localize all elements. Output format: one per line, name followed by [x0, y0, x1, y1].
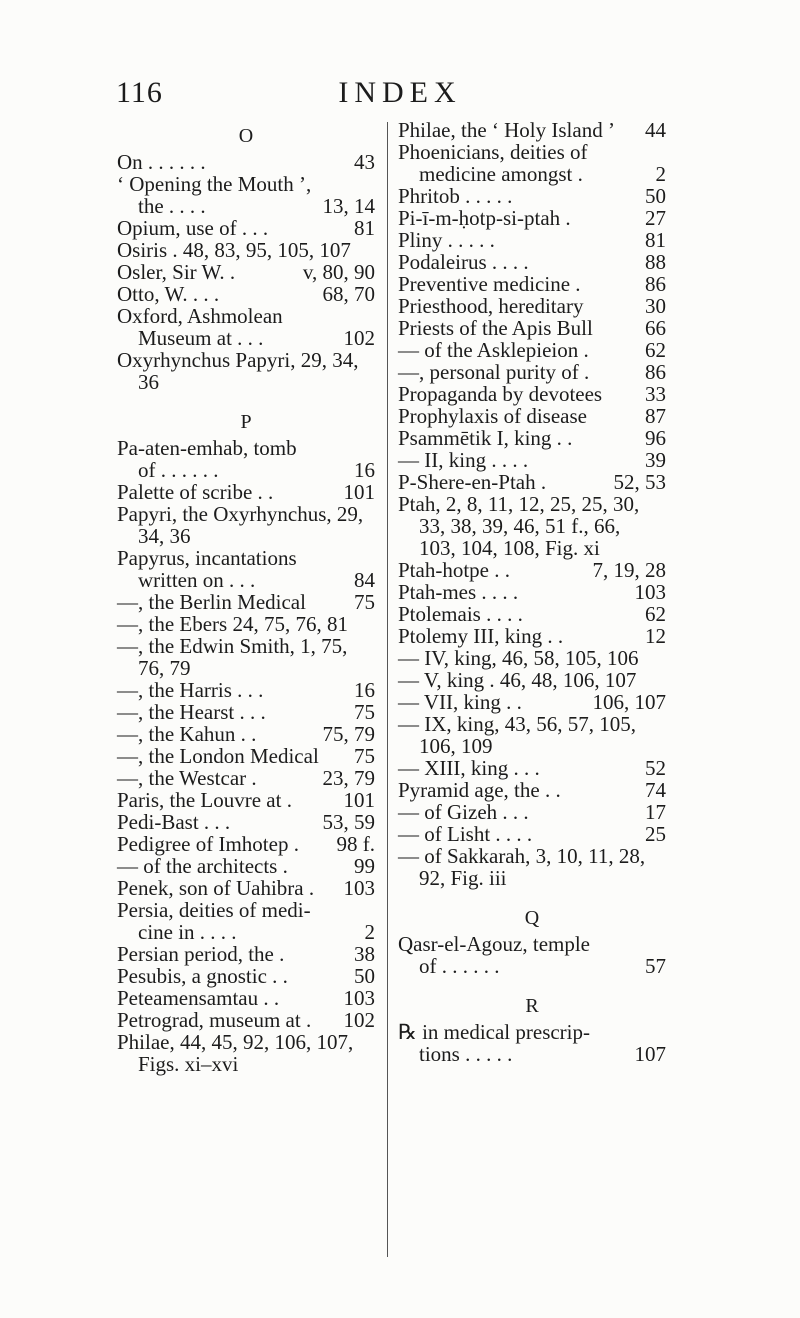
- entry-page-ref: 75, 79: [322, 722, 375, 746]
- index-entry: [117, 811, 375, 833]
- entry-text: —, the Harris . . .: [117, 678, 264, 702]
- entry-text: Propaganda by devotees: [398, 382, 603, 406]
- entry-page-ref: 33: [645, 382, 666, 406]
- entry-text: Pi-ī-m-ḥotp-si-ptah .: [398, 206, 571, 230]
- entry-text: —, the Berlin Medical: [117, 590, 306, 614]
- index-entry-line: 103, 104, 108, Fig. xi: [419, 536, 600, 560]
- index-column-left: [117, 119, 375, 1075]
- index-entry-line: 92, Fig. iii: [419, 866, 507, 890]
- entry-text: of . . . . . .: [138, 458, 219, 482]
- index-entry: [398, 823, 666, 845]
- entry-page-ref: 12: [645, 624, 666, 648]
- entry-page-ref: 99: [354, 854, 375, 878]
- entry-page-ref: 30: [645, 294, 666, 318]
- entry-text: Philae, the ‘ Holy Island ’: [398, 118, 615, 142]
- index-entry: [398, 471, 666, 493]
- index-entry-line: Ptah, 2, 8, 11, 12, 25, 25, 30,: [398, 492, 640, 516]
- entry-page-ref: 107: [634, 1042, 666, 1066]
- entry-text: Palette of scribe . .: [117, 480, 274, 504]
- entry-page-ref: 74: [645, 778, 666, 802]
- index-entry: [117, 195, 375, 217]
- entry-page-ref: 84: [354, 568, 375, 592]
- index-entry: [398, 647, 666, 669]
- entry-page-ref: 44: [645, 118, 666, 142]
- index-entry: [398, 229, 666, 251]
- index-entry: [117, 239, 375, 261]
- index-entry: [398, 273, 666, 295]
- entry-page-ref: 23, 79: [322, 766, 375, 790]
- entry-text: Penek, son of Uahibra .: [117, 876, 315, 900]
- index-entry-line: Oxford, Ashmolean: [117, 304, 283, 328]
- entry-page-ref: 17: [645, 800, 666, 824]
- index-entry: [398, 625, 666, 647]
- section-letter: Q: [524, 907, 540, 929]
- index-entry-line: — IX, king, 43, 56, 57, 105,: [398, 712, 636, 736]
- entry-page-ref: 87: [645, 404, 666, 428]
- entry-page-ref: 102: [343, 1008, 375, 1032]
- index-entry: [117, 679, 375, 701]
- entry-page-ref: 43: [354, 150, 375, 174]
- index-entry: [117, 1009, 375, 1031]
- index-entry-line: 33, 38, 39, 46, 51 f., 66,: [419, 514, 621, 538]
- entry-page-ref: 27: [645, 206, 666, 230]
- entry-text: Museum at . . .: [138, 326, 264, 350]
- entry-page-ref: 103: [343, 876, 375, 900]
- entry-text: the . . . .: [138, 194, 206, 218]
- index-entry-line: ‘ Opening the Mouth ’,: [117, 172, 312, 196]
- entry-text: written on . . .: [138, 568, 256, 592]
- index-entry-line: 36: [138, 370, 159, 394]
- entry-text: — II, king . . . .: [398, 448, 529, 472]
- index-entry-line: ℞ in medical prescrip-: [398, 1020, 591, 1044]
- entry-text: Pedi-Bast . . .: [117, 810, 231, 834]
- index-entry-line: Qasr-el-Agouz, temple: [398, 932, 591, 956]
- index-entry: [398, 449, 666, 471]
- index-entry: [117, 833, 375, 855]
- index-entry: [398, 207, 666, 229]
- entry-page-ref: 75: [354, 700, 375, 724]
- entry-page-ref: 52, 53: [613, 470, 666, 494]
- entry-text: —, the Ebers 24, 75, 76, 81: [117, 612, 348, 636]
- index-entry-line: Persia, deities of medi-: [117, 898, 311, 922]
- index-entry: [398, 581, 666, 603]
- entry-text: Petrograd, museum at .: [117, 1008, 312, 1032]
- entry-page-ref: 101: [343, 788, 375, 812]
- entry-text: Preventive medicine .: [398, 272, 581, 296]
- index-entry-line: — of Sakkarah, 3, 10, 11, 28,: [398, 844, 646, 868]
- entry-page-ref: 50: [645, 184, 666, 208]
- index-entry: [398, 801, 666, 823]
- entry-page-ref: 2: [655, 162, 666, 186]
- entry-text: — XIII, king . . .: [398, 756, 540, 780]
- entry-page-ref: 62: [645, 338, 666, 362]
- index-entry: [117, 283, 375, 305]
- entry-text: Ptolemy III, king . .: [398, 624, 564, 648]
- index-entry: [117, 789, 375, 811]
- entry-page-ref: 25: [645, 822, 666, 846]
- entry-page-ref: 7, 19, 28: [592, 558, 666, 582]
- entry-text: —, the London Medical: [117, 744, 319, 768]
- index-entry-line: 106, 109: [419, 734, 493, 758]
- entry-text: — VII, king . .: [398, 690, 522, 714]
- entry-page-ref: 101: [343, 480, 375, 504]
- entry-text: Pedigree of Imhotep .: [117, 832, 299, 856]
- index-entry: [398, 185, 666, 207]
- entry-page-ref: 98 f.: [336, 832, 375, 856]
- index-entry: [117, 701, 375, 723]
- entry-text: — of the Asklepieion .: [398, 338, 589, 362]
- index-entry: [117, 965, 375, 987]
- entry-page-ref: 81: [645, 228, 666, 252]
- entry-page-ref: v, 80, 90: [302, 260, 375, 284]
- entry-text: Osler, Sir W. .: [117, 260, 236, 284]
- index-entry: [398, 757, 666, 779]
- index-entry: [117, 459, 375, 481]
- entry-text: On . . . . . .: [117, 150, 206, 174]
- entry-text: Opium, use of . . .: [117, 216, 269, 240]
- entry-text: Pesubis, a gnostic . .: [117, 964, 288, 988]
- entry-text: Paris, the Louvre at .: [117, 788, 292, 812]
- index-entry-line: —, the Edwin Smith, 1, 75,: [117, 634, 348, 658]
- index-entry-line: Pa-aten-emhab, tomb: [117, 436, 297, 460]
- index-column-right: [398, 119, 666, 1065]
- entry-text: — of Gizeh . . .: [398, 800, 529, 824]
- entry-text: Priests of the Apis Bull: [398, 316, 593, 340]
- entry-text: Ptah-mes . . . .: [398, 580, 519, 604]
- index-entry: [398, 955, 666, 977]
- page-number: 116: [116, 76, 163, 109]
- index-entry: [117, 921, 375, 943]
- index-entry: [117, 261, 375, 283]
- page-title: INDEX: [338, 76, 462, 109]
- entry-text: P-Shere-en-Ptah .: [398, 470, 547, 494]
- index-entry-line: Oxyrhynchus Papyri, 29, 34,: [117, 348, 359, 372]
- entry-page-ref: 52: [645, 756, 666, 780]
- index-entry: [117, 613, 375, 635]
- entry-page-ref: 57: [645, 954, 666, 978]
- index-entry: [117, 987, 375, 1009]
- entry-text: Prophylaxis of disease: [398, 404, 587, 428]
- index-entry: [117, 151, 375, 173]
- entry-text: — of Lisht . . . .: [398, 822, 533, 846]
- index-entry: [398, 383, 666, 405]
- entry-page-ref: 88: [645, 250, 666, 274]
- index-entry: [117, 591, 375, 613]
- entry-text: Osiris . 48, 83, 95, 105, 107: [117, 238, 351, 262]
- index-entry: [398, 559, 666, 581]
- entry-page-ref: 53, 59: [322, 810, 375, 834]
- index-entry: [117, 723, 375, 745]
- entry-text: Phritob . . . . .: [398, 184, 513, 208]
- index-entry-line: Figs. xi–xvi: [138, 1052, 239, 1076]
- index-entry: [398, 339, 666, 361]
- entry-text: —, personal purity of .: [398, 360, 590, 384]
- entry-text: cine in . . . .: [138, 920, 237, 944]
- index-entry: [398, 1043, 666, 1065]
- index-entry: [117, 569, 375, 591]
- index-entry: [117, 877, 375, 899]
- entry-text: Persian period, the .: [117, 942, 285, 966]
- entry-page-ref: 86: [645, 272, 666, 296]
- entry-page-ref: 96: [645, 426, 666, 450]
- index-entry-line: 76, 79: [138, 656, 191, 680]
- section-letter: R: [525, 995, 539, 1017]
- index-entry: [398, 427, 666, 449]
- index-entry: [117, 217, 375, 239]
- index-entry: [117, 745, 375, 767]
- index-entry: [398, 669, 666, 691]
- index-entry: [117, 327, 375, 349]
- entry-text: Priesthood, hereditary: [398, 294, 584, 318]
- index-entry-line: 34, 36: [138, 524, 191, 548]
- entry-text: —, the Hearst . . .: [117, 700, 266, 724]
- index-entry: [117, 943, 375, 965]
- entry-text: Pliny . . . . .: [398, 228, 495, 252]
- index-entry: [398, 295, 666, 317]
- entry-text: medicine amongst .: [419, 162, 583, 186]
- entry-page-ref: 75: [354, 590, 375, 614]
- entry-text: —, the Kahun . .: [117, 722, 257, 746]
- index-entry: [398, 163, 666, 185]
- entry-text: Ptolemais . . . .: [398, 602, 523, 626]
- entry-page-ref: 81: [354, 216, 375, 240]
- entry-page-ref: 106, 107: [592, 690, 666, 714]
- index-entry-line: Papyri, the Oxyrhynchus, 29,: [117, 502, 364, 526]
- entry-page-ref: 75: [354, 744, 375, 768]
- entry-page-ref: 103: [343, 986, 375, 1010]
- index-entry: [398, 603, 666, 625]
- index-entry: [398, 691, 666, 713]
- index-entry: [398, 361, 666, 383]
- index-entry-line: Papyrus, incantations: [117, 546, 297, 570]
- index-entry: [398, 405, 666, 427]
- entry-page-ref: 102: [343, 326, 375, 350]
- entry-page-ref: 38: [354, 942, 375, 966]
- index-entry: [398, 119, 666, 141]
- section-letter: O: [238, 125, 254, 147]
- entry-page-ref: 68, 70: [322, 282, 375, 306]
- entry-page-ref: 16: [354, 678, 375, 702]
- entry-text: — of the architects .: [117, 854, 288, 878]
- entry-text: Psammētik I, king . .: [398, 426, 573, 450]
- entry-text: — V, king . 46, 48, 106, 107: [398, 668, 637, 692]
- section-letter: P: [240, 411, 252, 433]
- index-entry: [117, 767, 375, 789]
- index-entry: [398, 779, 666, 801]
- section-gap: [398, 977, 666, 989]
- entry-text: tions . . . . .: [419, 1042, 513, 1066]
- entry-text: — IV, king, 46, 58, 105, 106: [398, 646, 639, 670]
- index-entry: [117, 855, 375, 877]
- entry-text: Podaleirus . . . .: [398, 250, 529, 274]
- entry-page-ref: 62: [645, 602, 666, 626]
- entry-text: of . . . . . .: [419, 954, 500, 978]
- entry-page-ref: 50: [354, 964, 375, 988]
- entry-page-ref: 66: [645, 316, 666, 340]
- entry-page-ref: 103: [634, 580, 666, 604]
- entry-page-ref: 13, 14: [322, 194, 375, 218]
- entry-page-ref: 2: [364, 920, 375, 944]
- entry-text: Ptah-hotpe . .: [398, 558, 510, 582]
- column-divider: [387, 122, 388, 1257]
- index-entry: [398, 317, 666, 339]
- entry-page-ref: 16: [354, 458, 375, 482]
- entry-page-ref: 39: [645, 448, 666, 472]
- section-gap: [117, 393, 375, 405]
- entry-text: Pyramid age, the . .: [398, 778, 561, 802]
- entry-page-ref: 86: [645, 360, 666, 384]
- index-entry: [117, 481, 375, 503]
- index-entry-line: Phoenicians, deities of: [398, 140, 588, 164]
- entry-text: —, the Westcar .: [117, 766, 257, 790]
- entry-text: Otto, W. . . .: [117, 282, 220, 306]
- index-entry: [398, 251, 666, 273]
- section-gap: [398, 889, 666, 901]
- index-entry-line: Philae, 44, 45, 92, 106, 107,: [117, 1030, 354, 1054]
- entry-text: Peteamensamtau . .: [117, 986, 280, 1010]
